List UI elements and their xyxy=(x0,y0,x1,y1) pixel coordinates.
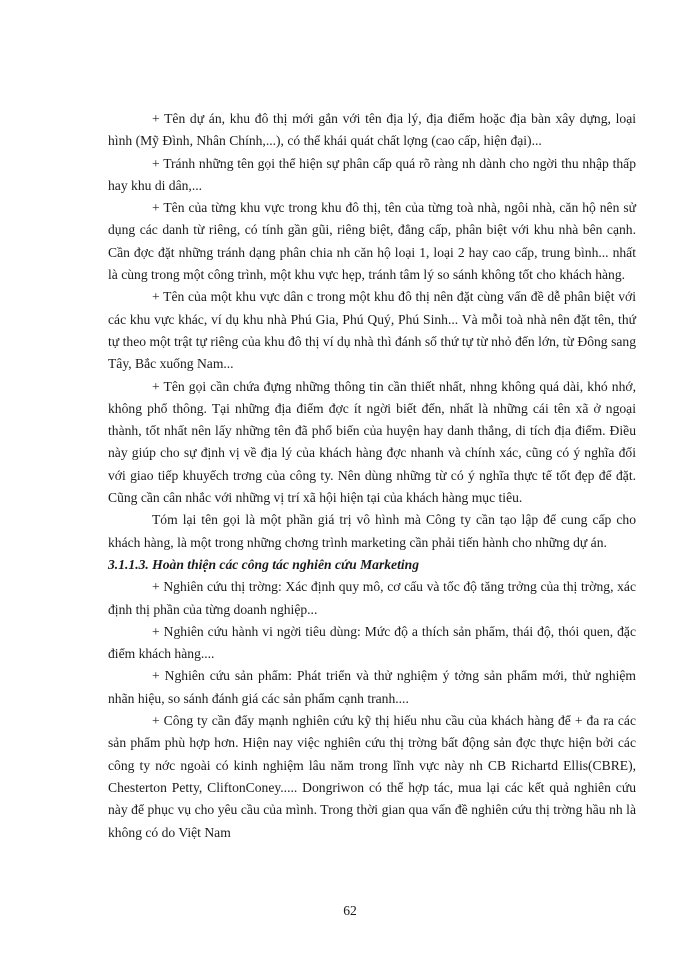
paragraph-company-research: + Công ty cần đẩy mạnh nghiên cứu kỹ thị hiếu nhu cầu của khách hàng để + đa ra các sản phẩm phù hợp hơn. Hiện nay việc nghiên cứu thị trờng bất động sản đợc thực hiện bởi các công ty nớc ngoài có kinh nghiệm lâu năm trong lĩnh vực này nh CB Richartd Ellis(CBRE), Chesterton Petty, CliftonConey..... Dongriwon có thể hợp tác, mua lại các kết quả nghiên cứu này để phục vụ cho yêu cầu của mình. Trong thời gian qua vấn đề nghiên cứu thị trờng hầu nh là không có do Việt Nam xyxy=(108,713,636,840)
paragraph-avoid-class-names: + Tránh những tên gọi thể hiện sự phân cấp quá rõ ràng nh dành cho ngời thu nhập thấp hay khu di dân,... xyxy=(108,155,636,193)
paragraph-building-names: + Tên của từng khu vực trong khu đô thị, tên của từng toà nhà, ngôi nhà, căn hộ nên sử dụng các danh từ riêng, có tính gần gũi, riêng biệt, đẳng cấp, phân biệt với khu nhà bên cạnh. Cần đợc đặt những tránh dạng phân chia nh căn hộ loại 1, loại 2 hay cao cấp, trung bình... nhất là cùng trong một công trình, một khu vực hẹp, tránh tâm lý so sánh không tốt cho khách hàng. xyxy=(108,200,636,283)
paragraph-product-research: + Nghiên cứu sản phẩm: Phát triển và thử nghiệm ý tởng sản phẩm mới, thử nghiệm nhãn hiệu, so sánh đánh giá các sản phẩm cạnh tranh.... xyxy=(108,668,636,706)
paragraph-project-name: + Tên dự án, khu đô thị mới gắn với tên địa lý, địa điểm hoặc địa bàn xây dựng, loại hình (Mỹ Đình, Nhân Chính,...), có thể khái quát chất lợng (cao cấp, hiện đại)... xyxy=(108,111,636,149)
section-heading: 3.1.1.3. Hoàn thiện các công tác nghiên cứu Marketing xyxy=(108,556,420,572)
paragraph-market-research: + Nghiên cứu thị trờng: Xác định quy mô, cơ cấu và tốc độ tăng trởng của thị trờng, xác định thị phần của từng doanh nghiệp... xyxy=(108,579,636,617)
paragraph-consumer-research: + Nghiên cứu hành vi ngời tiêu dùng: Mức độ a thích sản phẩm, thái độ, thói quen, đặc điểm khách hàng.... xyxy=(108,623,636,662)
page-number: 62 xyxy=(343,903,357,918)
paragraph-name-information: + Tên gọi cần chứa đựng những thông tin cần thiết nhất, nhng không quá dài, khó nhớ, không phổ thông. Tại những địa điểm đợc ít ngời biết đến, nhất là những cái tên xã ở ngoại thành, tốt nhất nên lấy những tên đã phổ biến của huyện hay danh thắng, di tích địa điểm. Điều này giúp cho sự định vị về địa lý của khách hàng đợc nhanh và chính xác, cũng có ý nghĩa đối với giao tiếp khuyếch trơng của công ty. Nên dùng những từ có ý nghĩa thực tế tốt đẹp để đặt. Cũng cần cân nhắc với những vị trí xã hội hiện tại của khách hàng mục tiêu. xyxy=(108,378,636,506)
document-page xyxy=(108,108,636,844)
paragraph-residential-area-names: + Tên của một khu vực dân c trong một khu đô thị nên đặt cùng vấn đề dễ phân biệt với các khu vực khác, ví dụ khu nhà Phú Gia, Phú Quý, Phú Sinh... Và mỗi toà nhà nên đặt tên, thứ tự theo một trật tự riêng của khu đô thị ví dụ nhà thì đánh số thứ tự từ nhỏ đến lớn, từ Đông sang Tây, Bắc xuống Nam... xyxy=(108,289,636,372)
paragraph-summary: Tóm lại tên gọi là một phần giá trị vô hình mà Công ty cần tạo lập để cung cấp cho khách hàng, là một trong những chơng trình marketing cần phải tiến hành cho những dự án. xyxy=(108,512,636,550)
